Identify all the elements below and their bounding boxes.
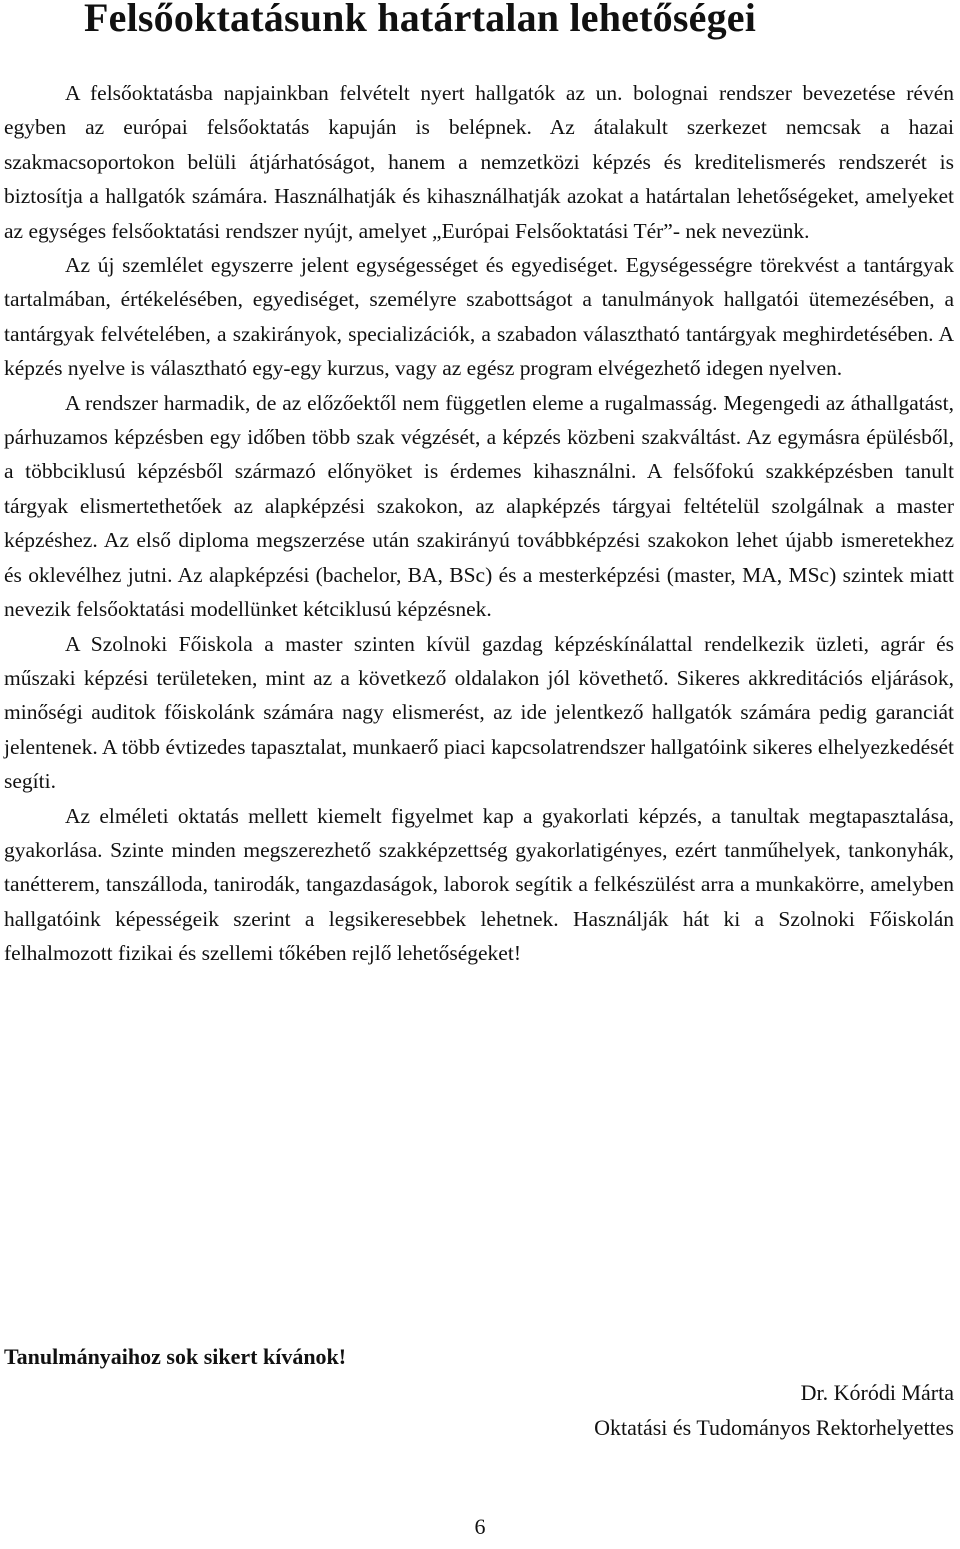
paragraph-intro: A felsőoktatásba napjainkban felvételt nyert hallgatók az un. bolognai rendszer bevezetése révén egyben az európai felsőoktatás kapuján is belépnek. Az átalakult szerkezet nemcsak a hazai szakmacsoportokon belüli átjárhatóságot, hanem a nemzetközi képzés és kreditelismerés rendszerét is biztosítja a hallgatók számára. Használhatják és kihasználhatják azokat a határtalan lehetőségeket, amelyeket az egységes felsőoktatási rendszer nyújt, amelyet „Európai Felsőoktatási Tér”- nek nevezünk. [4,81,954,243]
document-title: Felsőoktatásunk határtalan lehetőségei [84,0,757,40]
page-number: 6 [474,1514,486,1539]
paragraph-uniformity: Az új szemlélet egyszerre jelent egységességet és egyediséget. Egységességre törekvést a tantárgyak tartalmában, értékelésében, egyediséget, személyre szabottságot a tanulmányok hallgatói ütemezésében, a tantárgyak felvételében, a szakirányok, specializációk, a szabadon választható tantárgyak meghirdetésében. A képzés nyelve is választható egy-egy kurzus, vagy az egész program elvégezhető idegen nyelven. [4,253,954,381]
signature-title: Oktatási és Tudományos Rektorhelyettes [594,1415,954,1440]
signature-name: Dr. Kóródi Márta [800,1380,954,1405]
closing-line: Tanulmányaihoz sok sikert kívánok! [4,1344,347,1369]
paragraph-college-offer: A Szolnoki Főiskola a master szinten kívül gazdag képzéskínálattal rendelkezik üzleti, agrár és műszaki képzési területeken, mint az a következő oldalakon jól követhető. Sikeres akkreditációs eljárások, minőségi auditok főiskolánk számára nagy elismerést, az ide jelentkező hallgatók számára pedig garanciát jelentenek. A több évtizedes tapasztalat, munkaerő piaci kapcsolatrendszer hallgatóink sikeres elhelyezkedését segíti. [4,631,954,794]
paragraph-flexibility: A rendszer harmadik, de az előzőektől nem független eleme a rugalmasság. Megengedi az áthallgatást, párhuzamos képzésben egy időben több szak végzését, a képzés közbeni szakváltást. Az egymásra épülésből, a többciklusú képzésből származó előnyöket is érdemes kihasználni. A felsőfokú szakképzésben tanult tárgyak elismertethetőek az alapképzési szakokon, az alapképzés tárgyai feltételül szolgálnak a master képzéshez. Az első diploma megszerzése után szakirányú továbbképzési szakokon lehet újabb ismeretekhez és oklevélhez jutni. Az alapképzési (bachelor, BA, BSc) és a mesterképzési (master, MA, MSc) szintek miatt nevezik felsőoktatási modellünket kétciklusú képzésnek. [4,390,954,622]
body-text [4,76,954,971]
paragraph-practical-training: Az elméleti oktatás mellett kiemelt figyelmet kap a gyakorlati képzés, a tanultak megtapasztalása, gyakorlása. Szinte minden megszerezhető szakképzettség gyakorlatigényes, ezért tanműhelyek, tankonyhák, tanétterem, tanszálloda, tanirodák, tangazdaságok, laborok segítik a felkészülést arra a munkakörre, amelyben hallgatóink képességeik szerint a legsikeresebbek lehetnek. Használják hát ki a Szolnoki Főiskolán felhalmozott fizikai és szellemi tőkében rejlő lehetőségeket! [4,803,954,966]
